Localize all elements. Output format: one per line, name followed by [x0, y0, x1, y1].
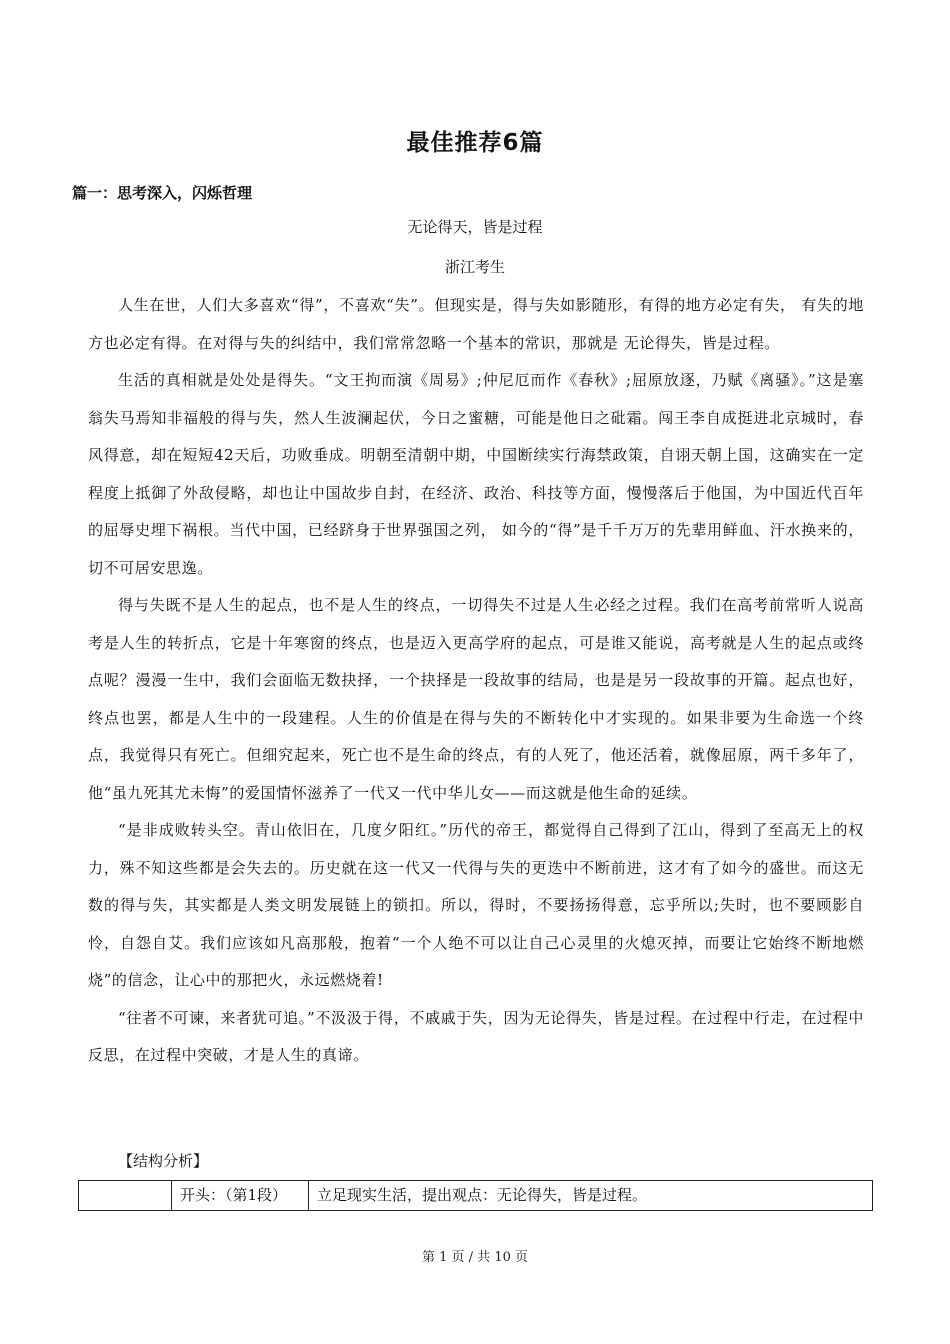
paragraph-5: “往者不可谏，来者犹可追。”不汲汲于得，不戚戚于失，因为无论得失，皆是过程。在过程中行走，在过程中反思，在过程中突破，才是人生的真谛。 [88, 1008, 864, 1064]
table-cell-content: 立足现实生活，提出观点：无论得失，皆是过程。 [309, 1181, 873, 1211]
paragraph-4: “是非成败转头空。青山依旧在，几度夕阳红。”历代的帝王，都觉得自己得到了江山，得到了至高无上的权力，殊不知这些都是会失去的。历史就在这一代又一代得与失的更迭中不断前进，这才有了如今的盛世。而这无数的得与失，其实都是人类文明发展链上的锁扣。所以，得时，不要扬扬得意，忘乎所以;失时，也不要顾影自怜，自怨自艾。我们应该如凡高那般，抱着“一个人绝不可以让自己心灵里的火熄灭掉，而要让它始终不断地燃烧”的信念，让心中的那把火，永远燃烧着! [88, 821, 864, 989]
structure-table [78, 1180, 873, 1211]
document-title: 最佳推荐6篇 [406, 130, 544, 156]
table-cell-section: 开头：（第1段） [172, 1181, 309, 1211]
structure-analysis-label: 【结构分析】 [118, 1152, 209, 1170]
paragraph-3: 得与失既不是人生的起点，也不是人生的终点，一切得失不过是人生必经之过程。我们在高考前常听人说高考是人生的转折点，它是十年寒窗的终点，也是迈入更高学府的起点，可是谁又能说，高考就是人生的起点或终点呢？漫漫一生中，我们会面临无数抉择，一个抉择是一段故事的结局，也是是另一段故事的开篇。起点也好，终点也罢，都是人生中的一段建程。人生的价值是在得与失的不断转化中才实现的。如果非要为生命选一个终点，我觉得只有死亡。但细究起来，死亡也不是生命的终点，有的人死了，他还活着，就像屈原，两千多年了，他“虽九死其尤未悔”的爱国情怀滋养了一代又一代中华儿女——而这就是他生命的延续。 [88, 596, 864, 802]
paragraph-2: 生活的真相就是处处是得失。“文王拘而演《周易》;仲尼厄而作《春秋》;屈原放逐，乃赋《离骚》。”这是塞翁失马焉知非福般的得与失，然人生波澜起伏，今日之蜜糖，可能是他日之砒霜。闯王李自成挺进北京城时，春风得意，却在短短42天后，功败垂成。明朝至清朝中期，中国断续实行海禁政策，自诩天朝上国，这确实在一定程度上抵御了外敌侵略，却也让中国故步自封，在经济、政治、科技等方面，慢慢落后于他国，为中国近代百年的屈辱史埋下祸根。当代中国，已经跻身于世界强国之列， 如今的“得”是千千万万的先辈用鲜血、汗水换来的，切不可居安思逸。 [88, 371, 864, 577]
essay-title: 无论得天，皆是过程 [407, 218, 543, 236]
table-row [79, 1181, 873, 1211]
section-heading: 篇一：思考深入，闪烁哲理 [72, 184, 253, 202]
page-footer: 第 1 页 / 共 10 页 [422, 1250, 528, 1265]
table-cell-empty [79, 1181, 172, 1211]
essay-body [88, 287, 864, 1075]
essay-author: 浙江考生 [444, 258, 505, 276]
paragraph-1: 人生在世，人们大多喜欢“得”，不喜欢“失”。但现实是，得与失如影随形，有得的地方必定有失， 有失的地方也必定有得。在对得与失的纠结中，我们常常忽略一个基本的常识，那就是 无论得失，皆是过程。 [88, 296, 864, 352]
